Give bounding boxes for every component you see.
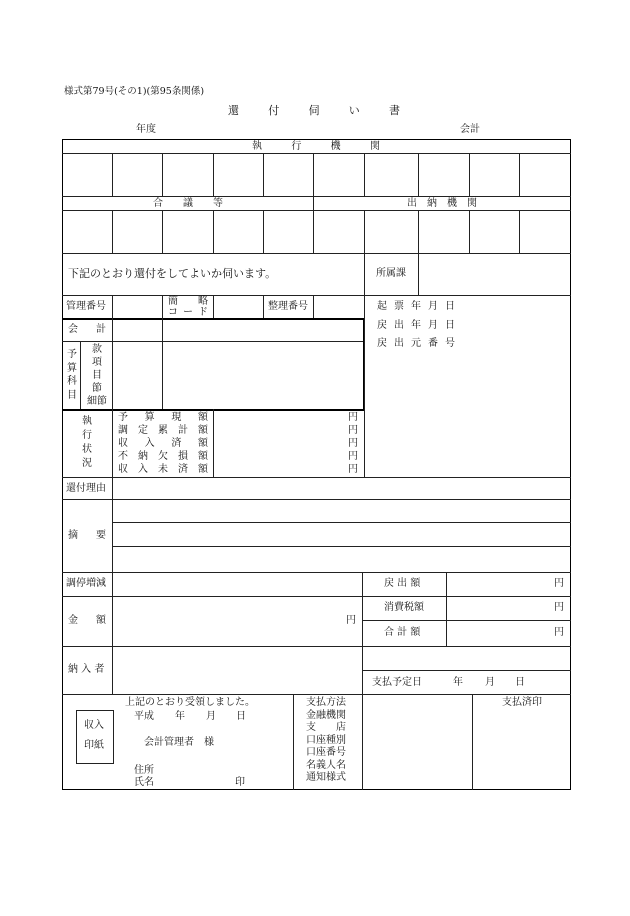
rule [213, 409, 214, 477]
label-char: 済 [178, 464, 188, 475]
date-day: 日 [236, 711, 246, 722]
account-label: 会計 [460, 124, 480, 135]
header-char: 等 [213, 198, 223, 209]
payment-labels [306, 697, 346, 785]
label-char: 金 [68, 615, 78, 626]
rule [112, 409, 113, 477]
rule [62, 694, 571, 695]
exec-status-items [118, 411, 208, 476]
header-char: 関 [467, 198, 477, 209]
rule [80, 341, 81, 409]
label-char: 算 [67, 362, 77, 374]
exec-row [118, 450, 208, 463]
header-char: 執 [252, 141, 262, 152]
label-char: 執 [82, 416, 92, 427]
rule [62, 572, 571, 573]
label-char: 額 [197, 438, 208, 449]
yen-unit: 円 [348, 451, 358, 462]
title-char: い [348, 104, 360, 117]
rule [62, 253, 571, 254]
yen-unit: 円 [554, 627, 564, 638]
header-char: 納 [427, 198, 437, 209]
label-char: 出 [394, 338, 404, 349]
rule [112, 477, 113, 694]
exec-row [118, 424, 208, 437]
header-char: 行 [291, 141, 302, 152]
budget-subject-label [66, 348, 78, 402]
label-char: 計 [178, 425, 188, 436]
label-char: 未 [158, 464, 168, 475]
payment-label: 通知様式 [306, 772, 346, 783]
label-char: 収 [118, 464, 128, 475]
rule [112, 318, 113, 409]
subject-item: 細節 [87, 396, 107, 407]
label-char: 年 [411, 320, 421, 331]
rule [472, 694, 473, 790]
label-char: コ [168, 307, 178, 318]
label-char: 会 [68, 324, 78, 335]
label-char: 定 [138, 425, 148, 436]
header-char: 出 [407, 198, 417, 209]
rule [112, 546, 571, 547]
label-char: 現 [171, 412, 182, 423]
label-char: 簡 [168, 296, 178, 307]
title-char: 書 [389, 104, 400, 117]
rule [62, 210, 571, 211]
label-char: 状 [82, 444, 92, 455]
rule [62, 153, 571, 154]
exec-status-units [348, 411, 358, 476]
rule [263, 210, 264, 253]
yen-unit: 円 [348, 438, 358, 449]
date-month: 月 [485, 677, 495, 688]
exec-row [118, 437, 208, 450]
exec-agency-header [252, 141, 380, 153]
label-char: 況 [82, 458, 92, 469]
label-char: 元 [411, 338, 421, 349]
label-char: 額 [198, 464, 208, 475]
label-char: 戻 [377, 338, 387, 349]
yen-unit: 円 [348, 464, 358, 475]
dept-label: 所属課 [376, 268, 406, 279]
header-char: 機 [330, 141, 341, 152]
mgmt-no-label: 管理番号 [66, 301, 106, 312]
draft-date-label [377, 301, 455, 313]
paid-stamp-label: 支払済印 [502, 697, 542, 708]
payee-label: 納 入 者 [68, 664, 105, 675]
label-char: 月 [428, 301, 438, 312]
arrange-no-label: 整理番号 [268, 301, 308, 312]
rule [364, 210, 365, 253]
rule [469, 210, 470, 253]
label-char: ー [183, 307, 193, 318]
manager-text: 会計管理者 様 [144, 737, 214, 748]
payment-label: 支 店 [306, 722, 346, 733]
date-month: 月 [206, 711, 216, 722]
label-char: 額 [198, 451, 208, 462]
label-char: 年 [411, 301, 421, 312]
subject-items [82, 343, 112, 408]
rule [263, 153, 264, 196]
rule [62, 295, 571, 296]
payment-label: 名義人名 [306, 759, 346, 771]
rule [112, 153, 113, 196]
payment-label: 口座番号 [306, 747, 346, 758]
rule [162, 318, 163, 409]
yen-unit: 円 [348, 412, 358, 423]
rule [362, 694, 363, 790]
exec-row [118, 463, 208, 476]
label-char: 略 [198, 296, 208, 307]
yen-unit: 円 [554, 602, 564, 613]
label-char: 調 [118, 425, 128, 436]
seal-mark: 印 [235, 777, 245, 788]
rule [364, 153, 365, 196]
rule [62, 196, 571, 197]
abbr-code-bottom [168, 307, 208, 319]
rule [418, 153, 419, 196]
label-char: 計 [96, 324, 106, 335]
label-char: 科 [67, 376, 77, 387]
rule [162, 295, 163, 318]
request-text: 下記のとおり還付をしてよいか伺います。 [68, 267, 277, 280]
label-char: 欠 [158, 451, 168, 462]
label-char: 要 [96, 530, 106, 541]
rule [418, 253, 419, 295]
rule [62, 341, 364, 342]
rule [112, 210, 113, 253]
header-char: 関 [369, 141, 380, 152]
title-char: 付 [268, 104, 280, 117]
label-char: 摘 [68, 530, 78, 541]
label-char: 不 [118, 451, 128, 462]
label-char: 累 [158, 425, 168, 436]
label-char: ド [198, 307, 208, 318]
rule [519, 153, 520, 196]
yen-unit: 円 [346, 615, 356, 626]
label-char: 済 [171, 438, 182, 449]
amount-label [68, 615, 106, 627]
label-char: 目 [67, 389, 77, 401]
label-char: 予 [118, 412, 128, 423]
date-day: 日 [515, 677, 525, 688]
rule [213, 153, 214, 196]
summary-label [68, 530, 106, 542]
rule [364, 253, 365, 477]
rule [112, 295, 113, 318]
label-char: 出 [394, 320, 404, 331]
date-year: 年 [453, 677, 463, 688]
refund-reason-label: 還付理由 [66, 483, 106, 494]
label-char: 納 [138, 451, 148, 462]
rule [162, 210, 163, 253]
label-char: 額 [197, 412, 208, 423]
subject-item: 項 [92, 357, 102, 368]
label-char: 月 [428, 320, 438, 331]
label-char: 番 [428, 338, 438, 349]
rule [362, 572, 363, 694]
title-char: 還 [228, 104, 239, 117]
account-row-label [68, 324, 106, 336]
label-char: 票 [394, 301, 404, 312]
exec-status-label [81, 415, 93, 471]
stamp-line: 収入 [84, 720, 104, 731]
label-char: 収 [118, 438, 128, 449]
form-title [228, 105, 400, 117]
rule [362, 620, 571, 621]
adjust-label: 調停増減 [66, 578, 106, 589]
subject-item: 款 [92, 344, 102, 355]
exec-row [118, 411, 208, 424]
year-label: 年度 [136, 124, 156, 135]
label-char: 入 [144, 438, 155, 449]
rule [293, 694, 294, 790]
label-char: 額 [96, 615, 106, 626]
yen-unit: 円 [554, 578, 564, 589]
rule [313, 196, 314, 253]
rule [469, 153, 470, 196]
rule [446, 572, 447, 646]
heisei-label: 平成 [134, 711, 154, 722]
title-char: 伺 [308, 104, 320, 117]
header-char: 機 [447, 198, 457, 209]
label-char: 額 [198, 425, 208, 436]
header-char: 議 [183, 198, 193, 209]
label-char: 号 [445, 338, 455, 349]
label-char: 起 [377, 301, 387, 312]
return-date-label [377, 320, 455, 332]
total-label: 合 計 額 [384, 627, 421, 638]
rule [62, 477, 571, 478]
return-amount-label: 戻 出 額 [384, 578, 421, 589]
rule [62, 499, 571, 500]
rule [112, 522, 571, 523]
yen-unit: 円 [348, 425, 358, 436]
stamp-line: 印紙 [84, 740, 104, 751]
label-char: 入 [138, 464, 148, 475]
rule [418, 210, 419, 253]
rule [213, 210, 214, 253]
subject-item: 目 [92, 370, 102, 381]
rule [313, 295, 314, 318]
address-label: 住所 [134, 765, 154, 776]
payment-label: 口座種別 [306, 734, 346, 746]
payment-label: 金融機関 [306, 709, 346, 721]
label-char: 日 [445, 320, 455, 331]
subject-item: 節 [92, 383, 102, 394]
header-char: 合 [153, 198, 163, 209]
rule [62, 596, 571, 597]
return-no-label [377, 338, 455, 350]
received-text: 上記のとおり受領しました。 [125, 697, 255, 708]
consumption-tax-label: 消費税額 [384, 602, 424, 613]
payment-label: 支払方法 [306, 697, 346, 708]
payment-date-label: 支払予定日 [372, 677, 422, 688]
rule [62, 646, 571, 647]
label-char: 損 [178, 451, 188, 462]
form-id: 様式第79号(その1)(第95条関係) [64, 86, 205, 97]
date-year: 年 [175, 711, 185, 722]
rule [313, 153, 314, 196]
label-char: 算 [144, 412, 155, 423]
label-char: 日 [445, 301, 455, 312]
council-header [153, 198, 223, 210]
name-label: 氏名 [134, 777, 154, 788]
label-char: 予 [67, 349, 77, 360]
rule [62, 318, 364, 320]
label-char: 行 [82, 430, 92, 441]
treasury-header [407, 198, 477, 210]
rule [213, 295, 214, 318]
rule [362, 670, 571, 671]
revenue-stamp-box [76, 710, 114, 764]
label-char: 戻 [377, 320, 387, 331]
rule [162, 153, 163, 196]
rule [519, 210, 520, 253]
rule [263, 295, 264, 318]
